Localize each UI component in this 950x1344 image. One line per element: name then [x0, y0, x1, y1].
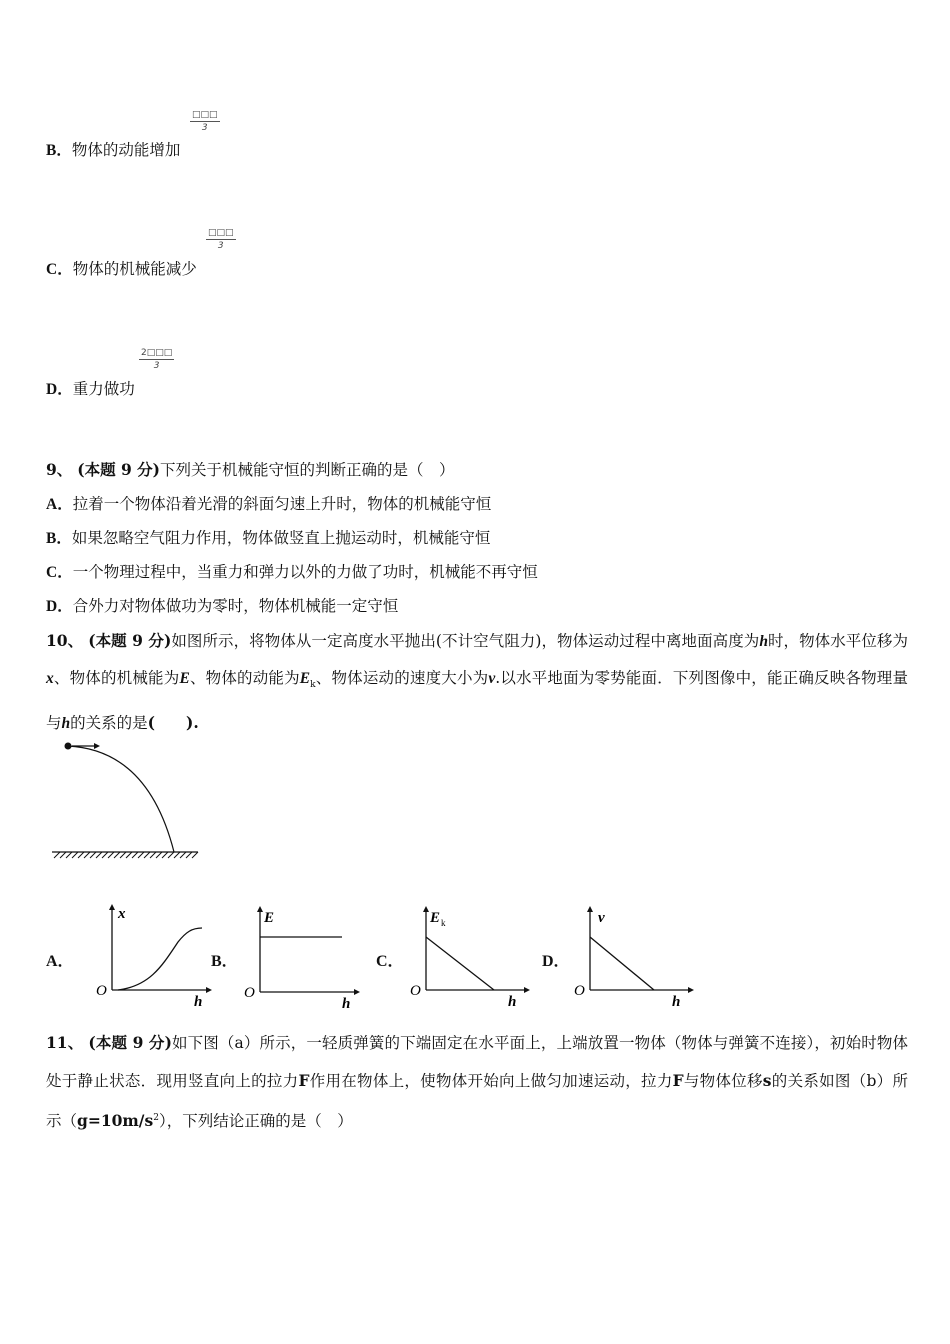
projectile-figure: [48, 736, 204, 862]
ground-hatching: [54, 852, 198, 858]
option-9b: B．如果忽略空气阻力作用，物体做竖直上抛运动时，机械能守恒: [46, 529, 491, 547]
graph-d-option: D．: [542, 953, 570, 970]
graph-a-origin: O: [96, 983, 107, 999]
fraction-d: $\frac{2□□□}{3}$: [141, 348, 173, 371]
arrow-head: [94, 743, 100, 749]
graph-a-curve: [118, 928, 202, 990]
option-9d: D．合外力对物体做功为零时，物体机械能一定守恒: [46, 597, 399, 615]
option-8d: [46, 379, 135, 400]
option-text: 物体的动能增加: [71, 141, 181, 159]
graph-c-option: C．: [376, 953, 404, 970]
question-10-stem: 10、 (本题 9 分)如图所示，将物体从一定高度水平抛出(不计空气阻力)，物体运动过程中离地面高度为h时，物体水平位移为x、物体的机械能为E、物体的动能为$E_k$、物体运动的速度大小为v.以水平地面为零势能面．下列图像中，能正确反映各物理量与h的关系的是( ).: [46, 631, 908, 733]
fraction-b: □□□ 3: [192, 110, 218, 133]
graph-a: [92, 902, 212, 1012]
question-11-stem: 11、 (本题 9 分)如下图（a）所示，一轻质弹簧的下端固定在水平面上，上端放置一物体（物体与弹簧不连接），初始时物体处于静止状态．现用竖直向上的拉力F作用在物体上，使物体开始向上做匀加速运动，拉力F与物体位移s的关系如图（b）所示$(g=10m/s^2)$，下列结论正确的是（ ）: [46, 1033, 908, 1131]
option-9a: A．拉着一个物体沿着光滑的斜面匀速上升时，物体的机械能守恒: [46, 495, 492, 513]
question-9-stem: 9、 (本题 9 分)下列关于机械能守恒的判断正确的是（ ）: [46, 460, 455, 479]
graph-d-line: [590, 937, 654, 990]
option-9c: C．一个物理过程中，当重力和弹力以外的力做了功时，机械能不再守恒: [46, 563, 538, 581]
trajectory-curve: [68, 746, 174, 852]
graph-c-line: [426, 937, 494, 990]
option-letter: D．: [46, 381, 73, 398]
graph-a-option: A．: [46, 953, 74, 970]
graph-c-x-label: h: [508, 994, 517, 1010]
graph-b-option: B．: [211, 953, 238, 970]
option-text: 物体的机械能减少: [72, 260, 197, 278]
graph-c-y-sub: k: [441, 918, 446, 928]
graph-d: [570, 902, 694, 1012]
graph-a-x-label: h: [194, 994, 203, 1010]
graph-d-y-label: v: [598, 910, 605, 926]
option-text: 重力做功: [72, 380, 135, 398]
option-8c: [46, 259, 197, 280]
graph-b-x-label: h: [342, 996, 351, 1012]
graph-c: [406, 902, 530, 1012]
graph-b-origin: O: [244, 985, 255, 1001]
option-8b: [46, 140, 180, 161]
graph-b: [240, 902, 360, 1012]
graph-c-y-label: E: [430, 910, 441, 926]
option-letter: B．: [46, 142, 72, 159]
graph-b-y-label: E: [264, 910, 275, 926]
fraction-c: □□□ 3: [208, 228, 234, 251]
option-letter: C．: [46, 261, 73, 278]
graph-d-x-label: h: [672, 994, 681, 1010]
graph-a-y-label: x: [118, 906, 126, 922]
graph-c-origin: O: [410, 983, 421, 999]
graph-d-origin: O: [574, 983, 585, 999]
